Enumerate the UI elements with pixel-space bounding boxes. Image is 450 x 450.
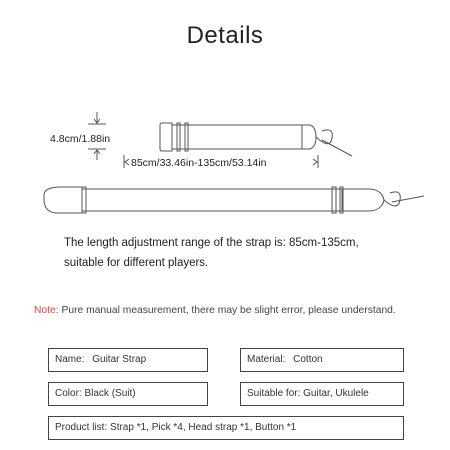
spec-material-label: Material:	[247, 354, 286, 365]
spec-suitable-value: Guitar, Ukulele	[303, 388, 369, 399]
spec-material-value: Cotton	[293, 354, 323, 365]
spec-product-list-value: Strap *1, Pick *4, Head strap *1, Button *1	[110, 422, 297, 433]
spec-name-box	[48, 348, 208, 372]
spec-material-box	[240, 348, 404, 372]
spec-suitable-box	[240, 382, 404, 406]
page-title: Details	[186, 22, 264, 49]
spec-name-value: Guitar Strap	[92, 354, 147, 365]
length-label: 85cm/33.46in-135cm/53.14in	[131, 157, 267, 169]
spec-product-list-label: Product list:	[55, 422, 108, 433]
spec-color-label: Color:	[55, 388, 82, 399]
note-label: Note:	[34, 305, 59, 316]
width-label: 4.8cm/1.88in	[50, 133, 111, 145]
short-strap-illustration	[160, 123, 352, 156]
spec-color-box	[48, 382, 208, 406]
note	[34, 305, 396, 316]
description	[64, 233, 359, 273]
spec-color-value: Black (Suit)	[84, 388, 136, 399]
long-strap-illustration	[44, 187, 424, 213]
spec-name-label: Name:	[55, 354, 85, 365]
description-line-1: The length adjustment range of the strap is: 85cm-135cm,	[64, 237, 359, 249]
spec-suitable-label: Suitable for:	[247, 388, 301, 399]
description-line-2: suitable for different players.	[64, 257, 209, 269]
spec-product-list-box	[48, 416, 404, 440]
note-text: Pure manual measurement, there may be slight error, please understand.	[61, 305, 396, 316]
